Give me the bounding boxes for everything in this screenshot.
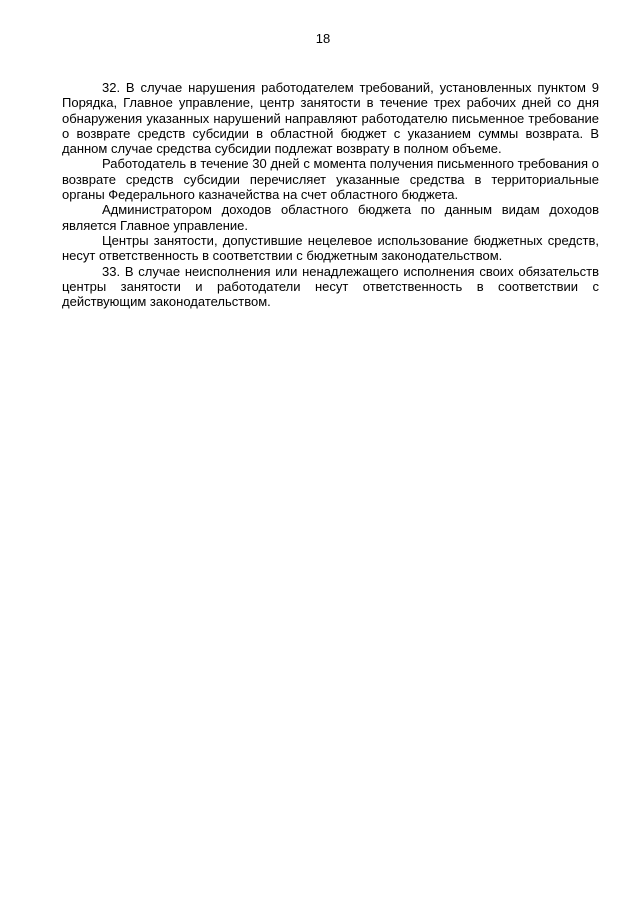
paragraph-32: 32. В случае нарушения работодателем требований, установленных пунктом 9 Порядка, Главное управление, центр занятости в течение трех рабочих дней со дня обнаружения указанных нарушений направляют работодателю письменное требование о возврате средств субсидии в областной бюджет с указанием суммы возврата. В данном случае средства субсидии подлежат возврату в полном объеме. (62, 80, 599, 157)
paragraph-revenue-administrator: Администратором доходов областного бюджета по данным видам доходов является Главное управление. (62, 202, 599, 233)
paragraph-employer-refund: Работодатель в течение 30 дней с момента получения письменного требования о возврате средств субсидии перечисляет указанные средства в территориальные органы Федерального казначейства на счет областного бюджета. (62, 156, 599, 203)
page-number: 18 (315, 31, 331, 46)
paragraph-employment-centers-liability: Центры занятости, допустившие нецелевое использование бюджетных средств, несут ответственность в соответствии с бюджетным законодательством. (62, 232, 599, 264)
document-body (62, 80, 599, 309)
paragraph-33: 33. В случае неисполнения или ненадлежащего исполнения своих обязательств центры занятости и работодатели несут ответственность в соответствии с действующим законодательством. (62, 263, 599, 310)
